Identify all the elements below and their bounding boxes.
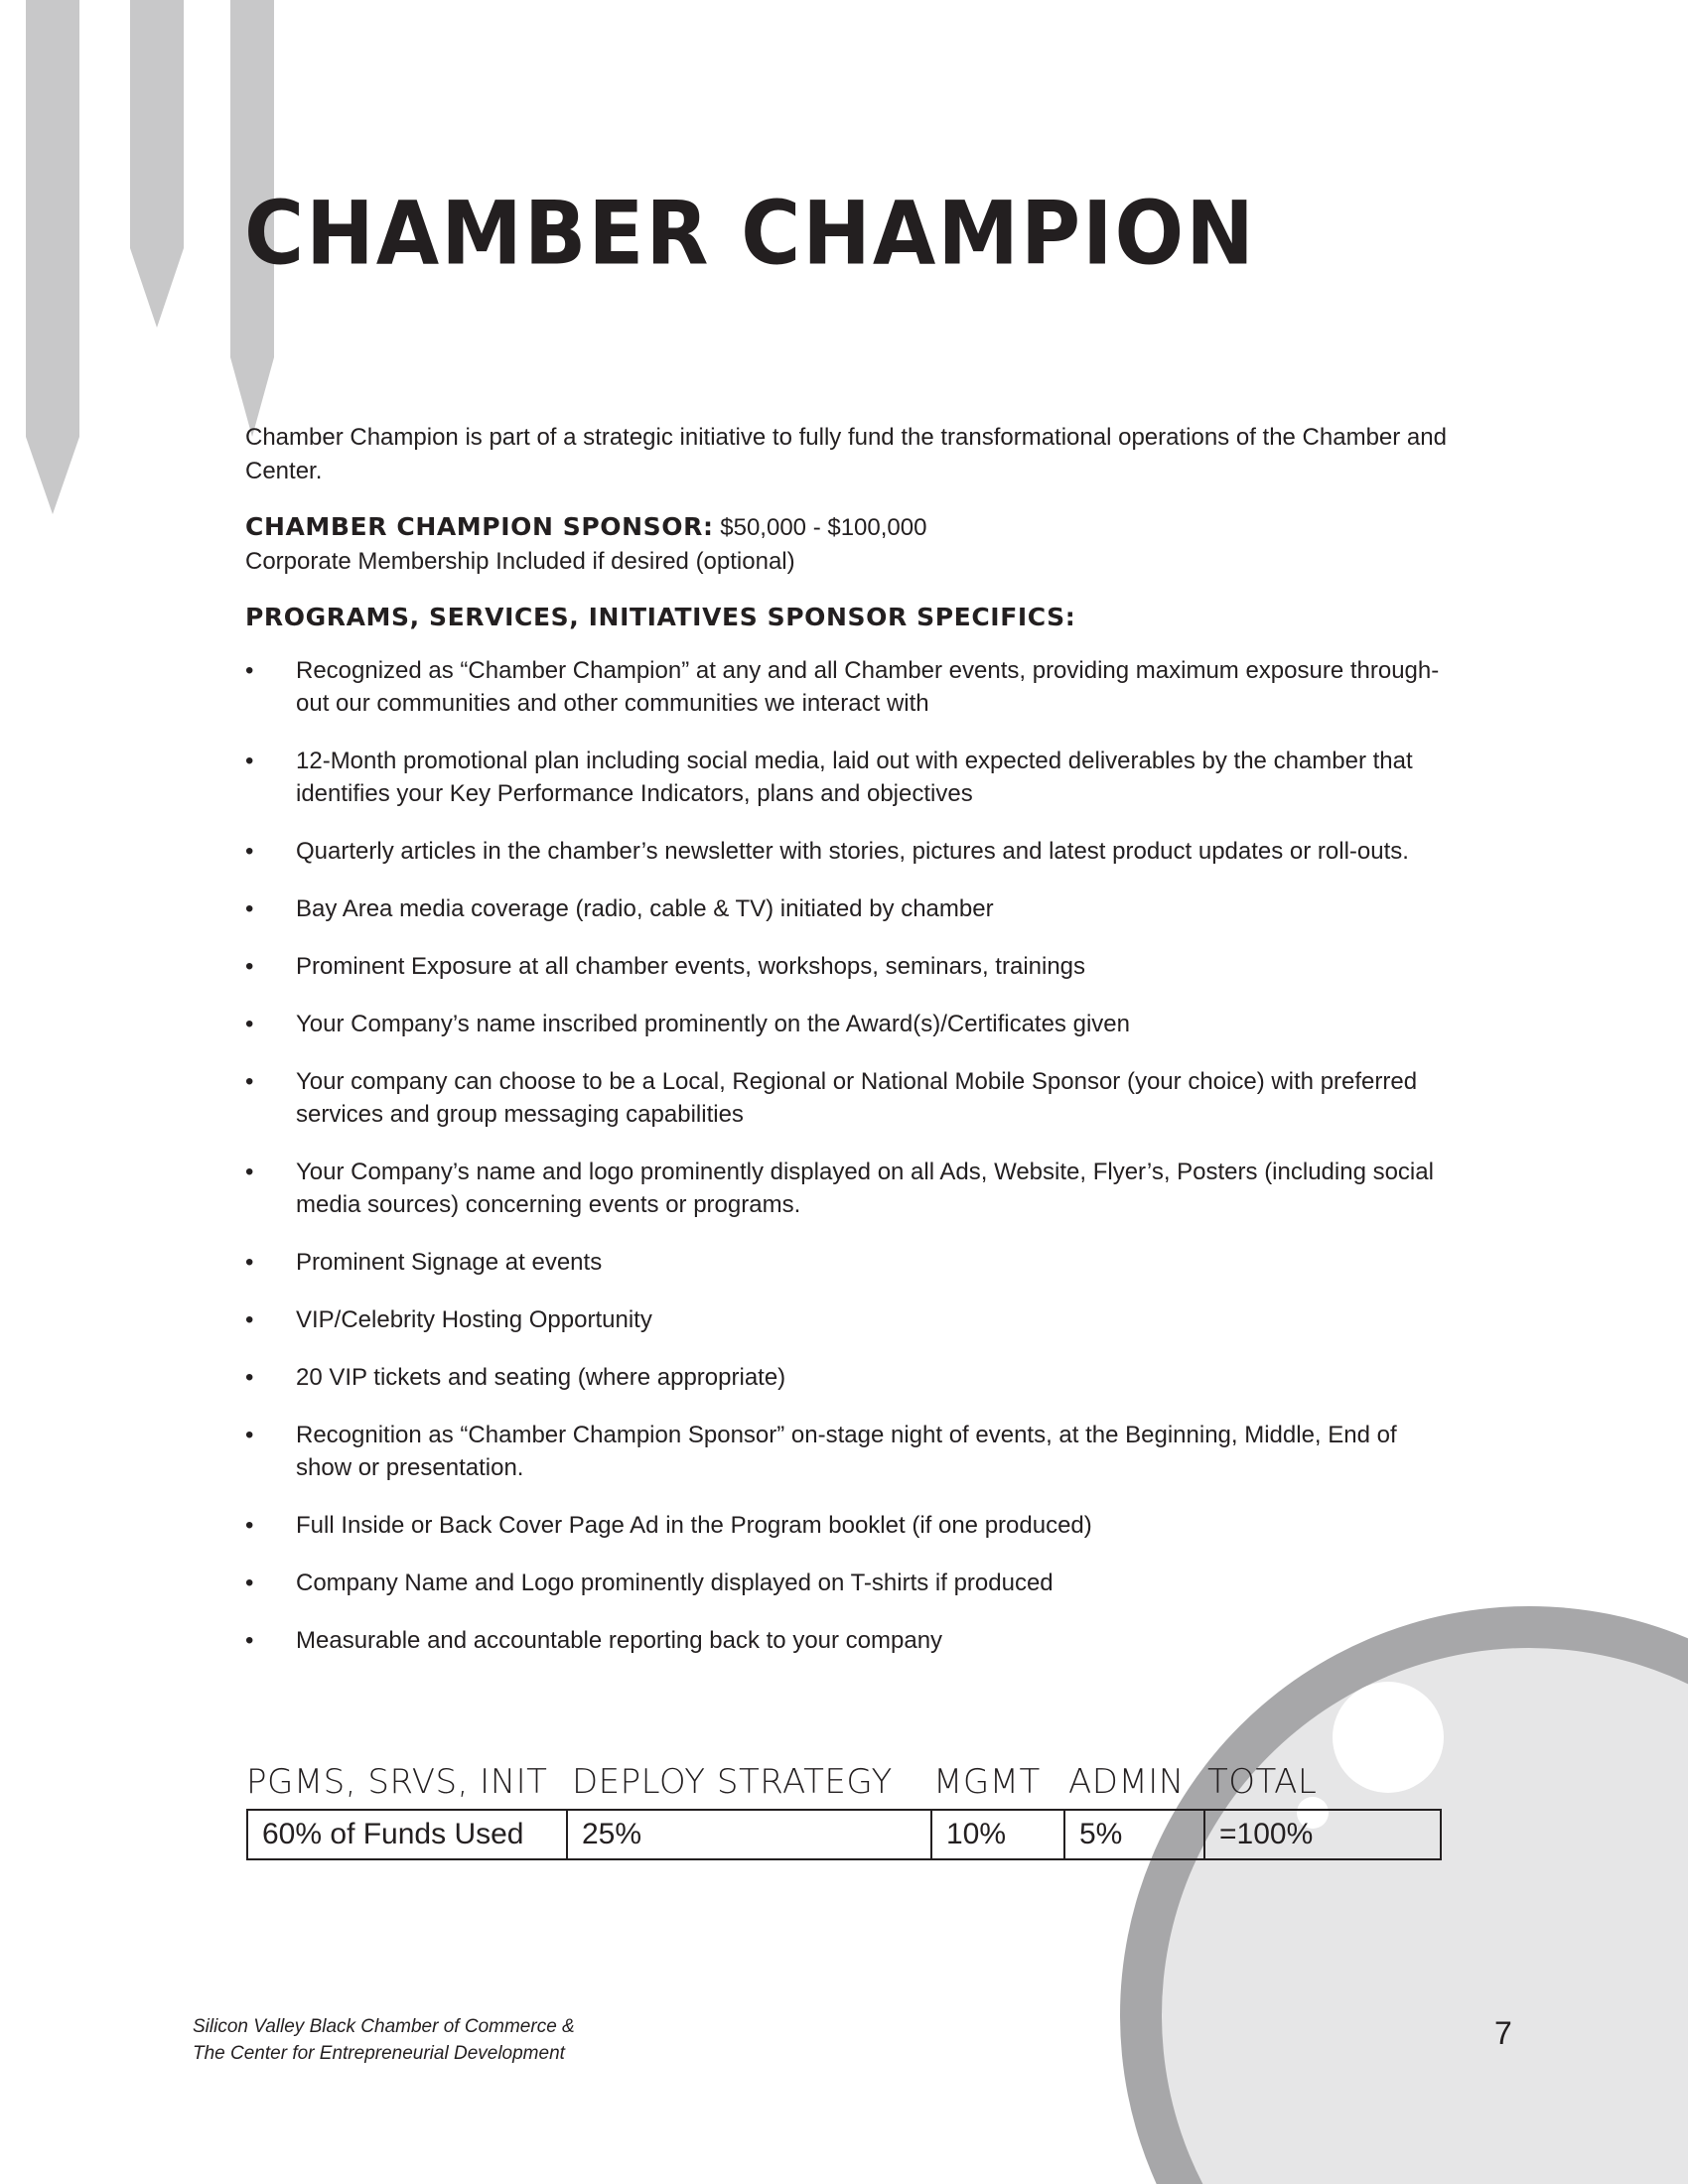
sponsor-amount: $50,000 - $100,000 — [720, 514, 927, 541]
bullet-icon: • — [245, 953, 254, 980]
footer-organization — [193, 2013, 575, 2067]
pencil-left — [26, 0, 79, 514]
header-mgmt: MGMT — [933, 1762, 1041, 1802]
main-content — [245, 421, 1447, 1682]
bullet-icon: • — [245, 1512, 254, 1539]
list-item-text: Recognition as “Chamber Champion Sponsor” on-stage night of events, at the Beginning, Middle, End of show or presentation. — [296, 1422, 1397, 1481]
list-item — [245, 835, 1447, 868]
list-item — [245, 892, 1447, 925]
list-item-text: Your Company’s name and logo prominently displayed on all Ads, Website, Flyer’s, Posters (including social media sources) concerning events or programs. — [296, 1159, 1434, 1218]
pencil-graphics — [26, 0, 274, 514]
list-item-text: Quarterly articles in the chamber’s newsletter with stories, pictures and latest product updates or roll-outs. — [296, 838, 1409, 865]
bullet-icon: • — [245, 895, 254, 922]
cell-programs: 60% of Funds Used — [247, 1810, 567, 1859]
list-item — [245, 1156, 1447, 1221]
table-row — [247, 1810, 1441, 1859]
bullet-icon: • — [245, 1627, 254, 1654]
list-item-text: Full Inside or Back Cover Page Ad in the Program booklet (if one produced) — [296, 1512, 1092, 1539]
bullet-icon: • — [245, 1159, 254, 1185]
pencil-middle — [130, 0, 184, 328]
list-item — [245, 1567, 1447, 1599]
specifics-heading: PROGRAMS, SERVICES, INITIATIVES SPONSOR SPECIFICS: — [245, 603, 1076, 631]
funds-allocation — [246, 1762, 1440, 1860]
cell-admin: 5% — [1064, 1810, 1204, 1859]
funds-table-header — [246, 1762, 1440, 1805]
bullet-icon: • — [245, 1364, 254, 1391]
list-item — [245, 1419, 1447, 1484]
list-item — [245, 1509, 1447, 1542]
list-item — [245, 1624, 1447, 1657]
list-item — [245, 654, 1447, 720]
bullet-icon: • — [245, 1422, 254, 1448]
list-item-text: Your Company’s name inscribed prominently on the Award(s)/Certificates given — [296, 1011, 1130, 1037]
list-item-text: 20 VIP tickets and seating (where appropriate) — [296, 1364, 786, 1391]
cell-mgmt: 10% — [931, 1810, 1064, 1859]
cell-total: =100% — [1204, 1810, 1441, 1859]
list-item — [245, 1361, 1447, 1394]
sponsor-note: Corporate Membership Included if desired (optional) — [245, 548, 795, 575]
list-item — [245, 950, 1447, 983]
bullet-icon: • — [245, 838, 254, 865]
list-item-text: Prominent Signage at events — [296, 1249, 603, 1276]
page-number: 7 — [1494, 2015, 1512, 2051]
intro-paragraph: Chamber Champion is part of a strategic initiative to fully fund the transformational operations of the Chamber and Center. — [245, 424, 1447, 484]
bullet-icon: • — [245, 1306, 254, 1333]
sponsor-heading: CHAMBER CHAMPION SPONSOR: — [245, 512, 714, 541]
bullet-icon: • — [245, 1068, 254, 1095]
list-item — [245, 1065, 1447, 1131]
list-item-text: Recognized as “Chamber Champion” at any and all Chamber events, providing maximum exposure through-out our communities and other communities we interact with — [296, 657, 1440, 717]
benefits-list — [245, 654, 1447, 1657]
list-item-text: Bay Area media coverage (radio, cable & TV) initiated by chamber — [296, 895, 994, 922]
bullet-icon: • — [245, 1249, 254, 1276]
list-item-text: VIP/Celebrity Hosting Opportunity — [296, 1306, 652, 1333]
funds-table — [246, 1809, 1442, 1860]
bullet-icon: • — [245, 657, 254, 684]
sponsor-line — [245, 510, 1447, 545]
bullet-icon: • — [245, 748, 254, 774]
bullet-icon: • — [245, 1011, 254, 1037]
footer-line-1: Silicon Valley Black Chamber of Commerce & — [193, 2016, 575, 2037]
list-item — [245, 1008, 1447, 1040]
sponsor-block — [245, 510, 1447, 579]
header-admin: ADMIN — [1068, 1762, 1185, 1802]
bullet-icon: • — [245, 1570, 254, 1596]
list-item — [245, 1246, 1447, 1279]
list-item-text: Measurable and accountable reporting back to your company — [296, 1627, 943, 1654]
list-item — [245, 745, 1447, 810]
cell-deploy-strategy: 25% — [567, 1810, 931, 1859]
list-item-text: 12-Month promotional plan including social media, laid out with expected deliverables by the chamber that identifies your Key Performance Indicators, plans and objectives — [296, 748, 1413, 807]
footer-line-2: The Center for Entrepreneurial Development — [193, 2043, 565, 2064]
header-total: TOTAL — [1207, 1762, 1318, 1802]
list-item-text: Company Name and Logo prominently displayed on T-shirts if produced — [296, 1570, 1054, 1596]
list-item-text: Your company can choose to be a Local, Regional or National Mobile Sponsor (your choice) with preferred services and group messaging capabilities — [296, 1068, 1418, 1128]
list-item-text: Prominent Exposure at all chamber events, workshops, seminars, trainings — [296, 953, 1086, 980]
header-programs: PGMS, SRVS, INIT — [246, 1762, 548, 1802]
bubble-graphic — [1120, 1606, 1688, 2184]
header-deploy-strategy: DEPLOY STRATEGY — [572, 1762, 893, 1802]
page-title: CHAMBER CHAMPION — [244, 183, 1256, 286]
list-item — [245, 1303, 1447, 1336]
